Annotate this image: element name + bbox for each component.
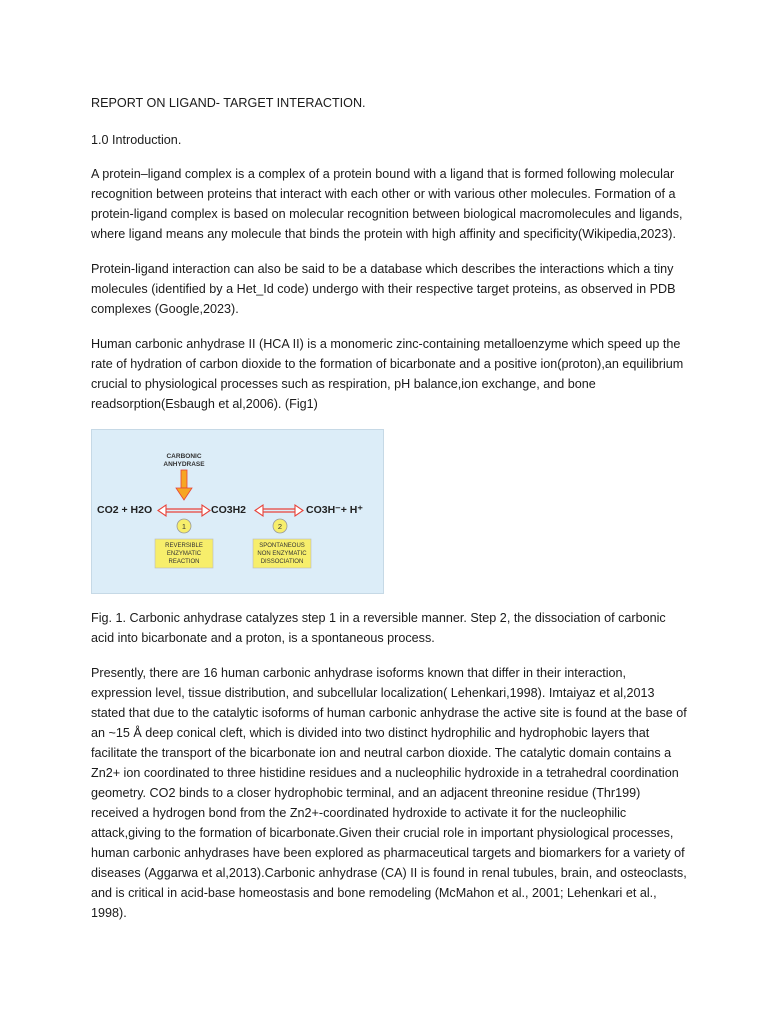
step-2-badge	[273, 519, 287, 533]
double-arrow-1-icon	[158, 505, 210, 516]
step-2-description-box	[253, 539, 311, 568]
step-1-box-line2: ENZYMATIC	[166, 551, 202, 557]
enzyme-label-line1: CARBONIC	[166, 453, 202, 460]
paragraph-4: Presently, there are 16 human carbonic anhydrase isoforms known that differ in their interaction, expression level, tissue distribution, and subcellular localization( Lehenkari,1998). Imtaiyaz et al,2013 stated that due to the catalytic isoforms of human carbonic anhydrase the active site is found at the base of an ~15 Å deep conical cleft, which is divided into two distinct hydrophilic and hydrophobic layers that facilitate the transport of the bicarbonate ion and neutral carbon dioxide. The catalytic domain contains a Zn2+ ion coordinated to three histidine residues and a nucleophilic hydroxide in a tetrahedral coordination geometry. CO2 binds to a closer hydrophobic terminal, and an adjacent threonine residue (Thr199) received a hydrogen bond from the Zn2+-coordinated hydroxide to activate it for the nucleophilic attack,giving to the formation of bicarbonate.Given their crucial role in important physiological processes, human carbonic anhydrases have been explored as pharmaceutical targets and biomarkers for a variety of diseases (Aggarwa et al,2013).Carbonic anhydrase (CA) II is found in renal tubules, brain, and osteoclasts, and is critical in acid-base homeostasis and bone remodeling (McMahon et al., 2001; Lehenkari et al., 1998).	[91, 666, 687, 920]
paragraph-1: A protein–ligand complex is a complex of a protein bound with a ligand that is formed following molecular recognition between proteins that interact with each other or with various other molecules. Formation of a protein-ligand complex is based on molecular recognition between biological macromolecules and ligands, where ligand means any molecule that binds the protein with high affinity and specificity(Wikipedia,2023).	[91, 167, 683, 241]
reactant-label: CO2 + H2O	[97, 504, 153, 516]
paragraph-3: Human carbonic anhydrase II (HCA II) is a monomeric zinc-containing metalloenzyme which speed up the rate of hydration of carbon dioxide to the formation of bicarbonate and a positive ion(proton),an equilibrium crucial to physiological processes such as respiration, pH balance,ion exchange, and bone readsorption(Esbaugh et al,2006). (Fig1)	[91, 337, 684, 411]
step-1-badge	[177, 519, 191, 533]
reaction-figure	[91, 429, 384, 594]
double-arrow-2-icon	[255, 505, 303, 516]
figure-caption: Fig. 1. Carbonic anhydrase catalyzes step 1 in a reversible manner. Step 2, the dissociation of carbonic acid into bicarbonate and a proton, is a spontaneous process.	[91, 611, 666, 645]
step-1-box-line1: REVERSIBLE	[165, 543, 203, 549]
section-heading: 1.0 Introduction.	[91, 133, 182, 147]
step-2-box-line3: DISSOCIATION	[260, 559, 304, 565]
enzyme-label-line2: ANHYDRASE	[163, 461, 205, 468]
products-label: CO3H⁻+ H⁺	[306, 504, 363, 516]
step-2-box-line1: SPONTANEOUS	[259, 543, 305, 549]
step-2-box-line2: NON ENZYMATIC	[257, 551, 307, 557]
step-1-description-box	[155, 539, 213, 568]
enzyme-arrow-icon	[176, 470, 192, 500]
intermediate-label: CO3H2	[211, 504, 247, 516]
document-title: REPORT ON LIGAND- TARGET INTERACTION.	[91, 96, 366, 110]
paragraph-2: Protein-ligand interaction can also be said to be a database which describes the interactions which a tiny molecules (identified by a Het_Id code) undergo with their respective target proteins, as observed in PDB complexes (Google,2023).	[91, 262, 676, 316]
step-1-number: 1	[181, 522, 187, 531]
step-1-box-line3: REACTION	[168, 559, 200, 565]
step-2-number: 2	[277, 522, 283, 531]
reaction-diagram	[92, 430, 385, 595]
